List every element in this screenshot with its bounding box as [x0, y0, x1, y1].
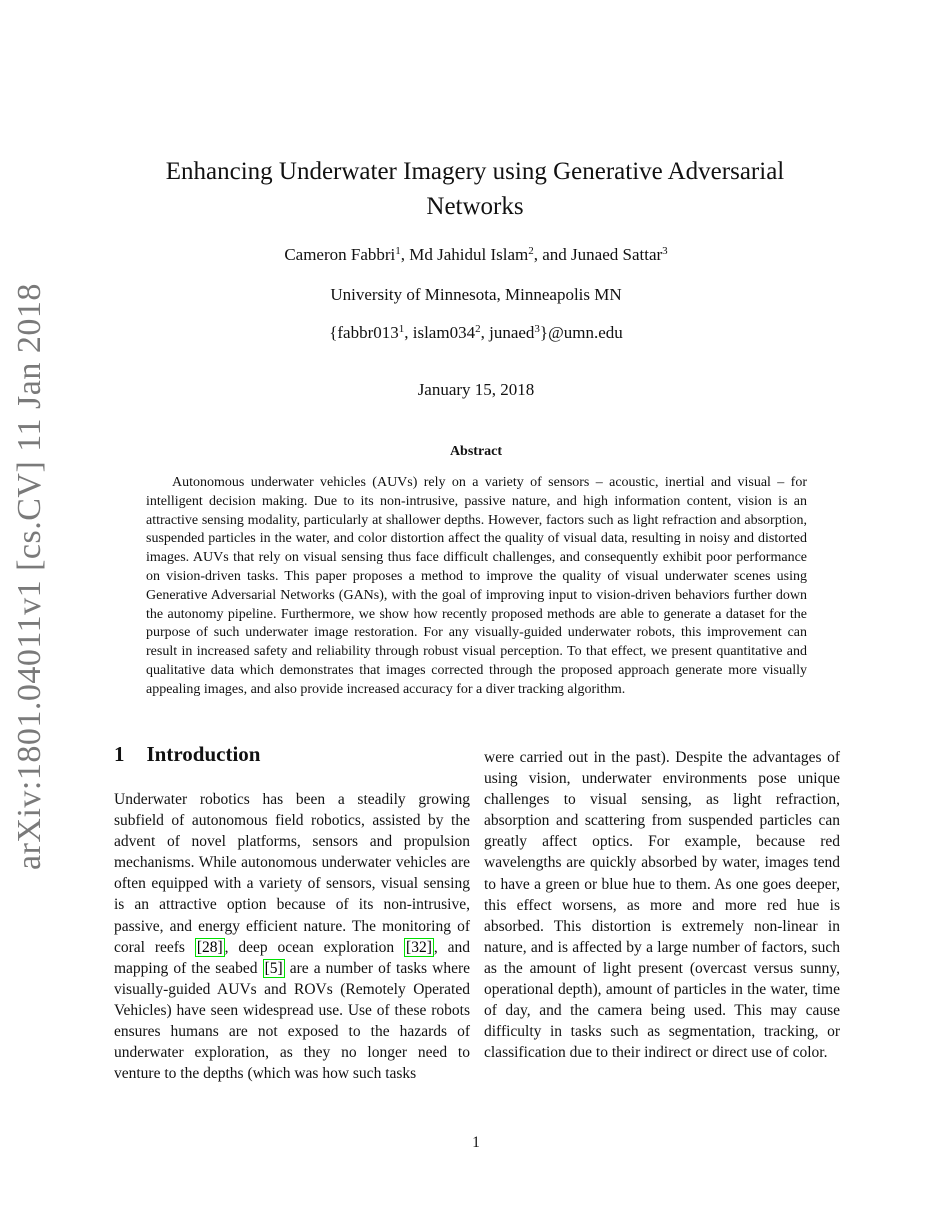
- author-2-mark: 2: [528, 245, 534, 257]
- intro-text-3: , and mapping of the seabed: [114, 938, 470, 977]
- email-2-mark: 2: [475, 323, 481, 335]
- title-line-2: Networks: [426, 193, 524, 220]
- intro-text-4: are a number of tasks where visually-guided AUVs and ROVs (Remotely Operated Vehicles) have seen widespread use. Use of these robots ensures humans are not exposed to the hazards of underwater exploration, as they no longer need to venture to the depths (which was how such tasks: [114, 959, 470, 1083]
- paper-title: [130, 154, 820, 224]
- email-1-mark: 1: [398, 323, 405, 335]
- abstract-heading: Abstract: [449, 444, 503, 459]
- citation-link[interactable]: [28]: [196, 938, 223, 956]
- abstract-body: Autonomous underwater vehicles (AUVs) rely on a variety of sensors – acoustic, inertial and visual – for intelligent decision making. Due to its non-intrusive, passive nature, and high information content, vision is an attractive sensing modality, particularly at shallower depths. However, factors such as light refraction and absorption, suspended particles in the water, and color distortion affect the quality of visual data, resulting in noisy and distorted images. AUVs that rely on visual sensing thus face difficult challenges, and consequently exhibit poor performance on vision-driven tasks. This paper proposes a method to improve the quality of visual underwater scenes using Generative Adversarial Networks (GANs), with the goal of improving input to vision-driven behaviors further down the autonomy pipeline. Furthermore, we show how recently proposed methods are able to generate a dataset for the purpose of such underwater image restoration. For any visually-guided underwater robots, this improvement can result in increased safety and reliability through robust visual perception. To that effect, we present quantitative and qualitative data which demonstrates that images corrected through the proposed approach generate more visually appealing images, and also provide increased accuracy for a diver tracking algorithm.: [146, 475, 807, 697]
- title-line-1: Enhancing Underwater Imagery using Generative Adversarial: [165, 158, 785, 185]
- intro-text-2: , deep ocean exploration: [224, 938, 405, 956]
- author-3-mark: 3: [662, 245, 668, 257]
- author-2: , Md Jahidul Islam: [400, 245, 529, 264]
- citation-link[interactable]: [5]: [264, 959, 283, 977]
- email-3: , junaed: [480, 323, 535, 342]
- intro-left-column: [114, 789, 470, 1084]
- email-1: {fabbr013: [329, 323, 399, 342]
- author-3: , and Junaed Sattar: [533, 245, 663, 264]
- arxiv-stamp: arXiv:1801.04011v1 [cs.CV] 11 Jan 2018: [11, 283, 48, 870]
- email-2: , islam034: [404, 323, 476, 342]
- citation-link[interactable]: [32]: [406, 938, 432, 956]
- publication-date: January 15, 2018: [417, 380, 535, 399]
- section-title: Introduction: [146, 742, 261, 766]
- intro-text-1: Underwater robotics has been a steadily growing subfield of autonomous field robotics, assisted by the advent of novel platforms, sensors and propulsion mechanisms. While autonomous underwater vehicles are often equipped with a variety of sensors, visual sensing is an attractive option because of its non-intrusive, passive, and energy efficient nature. The monitoring of coral reefs: [114, 791, 470, 956]
- author-1-mark: 1: [395, 245, 401, 257]
- author-list: [150, 245, 802, 265]
- intro-right-column: were carried out in the past). Despite the advantages of using vision, underwater environments pose unique challenges to visual sensing, as light refraction, absorption and scattering from suspended particles can greatly affect optics. For example, because red wavelengths are quickly absorbed by water, images tend to have a green or blue hue to them. As one goes deeper, this effect worsens, as more and more red hue is absorbed. This distortion is extremely non-linear in nature, and is affected by a large number of factors, such as the amount of light present (overcast versus sunny, operational depth), amount of particles in the water, time of day, and the camera being used. This may cause difficulty in tasks such as segmentation, tracking, or classification due to their indirect or direct use of color.: [484, 749, 840, 1062]
- section-heading: [114, 742, 260, 767]
- email-3-mark: 3: [534, 323, 540, 335]
- email-domain: }@umn.edu: [539, 323, 623, 342]
- section-number: 1: [114, 742, 125, 766]
- affiliation: University of Minnesota, Minneapolis MN: [330, 285, 622, 304]
- email-list: [150, 323, 802, 343]
- page-number: 1: [472, 1134, 480, 1151]
- author-1: Cameron Fabbri: [284, 245, 396, 264]
